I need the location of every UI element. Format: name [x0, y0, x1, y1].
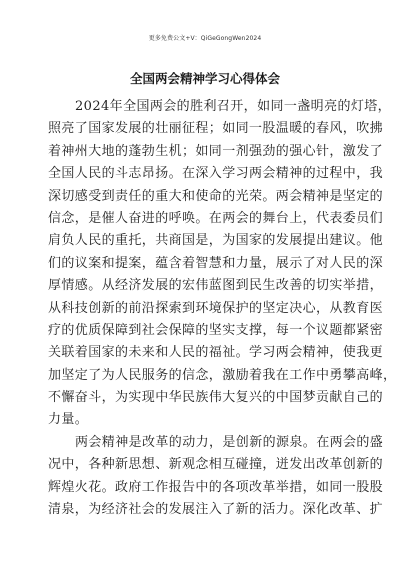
- paragraph-line: 辉煌火花。政府工作报告中的各项改革举措，如同一股股: [48, 479, 384, 495]
- paragraph-line: 厚情感。从经济发展的宏伟蓝图到民生改善的切实举措，: [48, 278, 384, 294]
- document-header: 更多免费公文+V：QiGeGongWen2024: [148, 35, 262, 42]
- paragraph-line: 疗的优质保障到社会保障的坚实支撑，每一个议题都紧密: [48, 322, 384, 338]
- paragraph-line: 况中，各种新思想、新观念相互碰撞，迸发出改革创新的: [48, 457, 384, 473]
- document-body: [48, 96, 397, 521]
- paragraph-line: 着神州大地的蓬勃生机；如同一剂强劲的强心针，激发了: [48, 143, 384, 159]
- paragraph-line: 照亮了国家发展的壮丽征程；如同一股温暖的春风，吹拂: [48, 121, 384, 137]
- paragraph-line: 们的议案和提案，蕴含着智慧和力量，展示了对人民的深: [48, 255, 384, 271]
- paragraph: [48, 96, 397, 432]
- document-title: 全国两会精神学习心得体会: [129, 71, 280, 86]
- paragraph: [48, 432, 384, 522]
- paragraph-line: 2024年全国两会的胜利召开，如同一盏明亮的灯塔，: [75, 99, 392, 114]
- paragraph-line: 不懈奋斗，为实现中华民族伟大复兴的中国梦贡献自己的: [48, 390, 384, 406]
- paragraph-line: 力量。: [48, 412, 89, 428]
- paragraph-line: 深切感受到责任的重大和使命的光荣。两会精神是坚定的: [48, 188, 384, 204]
- paragraph-line: 信念，是催人奋进的呼唤。在两会的舞台上，代表委员们: [48, 210, 384, 226]
- paragraph-line: 肩负人民的重托，共商国是，为国家的发展提出建议。他: [48, 233, 384, 249]
- paragraph-line: 加坚定了为人民服务的信念，激励着我在工作中勇攀高峰，: [48, 367, 397, 383]
- paragraph-line: 关联着国家的未来和人民的福祉。学习两会精神，使我更: [48, 345, 384, 361]
- paragraph-line: 全国人民的斗志昂扬。在深入学习两会精神的过程中，我: [48, 166, 384, 182]
- paragraph-line: 两会精神是改革的动力，是创新的源泉。在两会的盛: [75, 434, 384, 450]
- paragraph-line: 从科技创新的前沿探索到环境保护的坚定决心，从教育医: [48, 300, 384, 316]
- paragraph-line: 清泉，为经济社会的发展注入了新的活力。深化改革、扩: [48, 502, 384, 518]
